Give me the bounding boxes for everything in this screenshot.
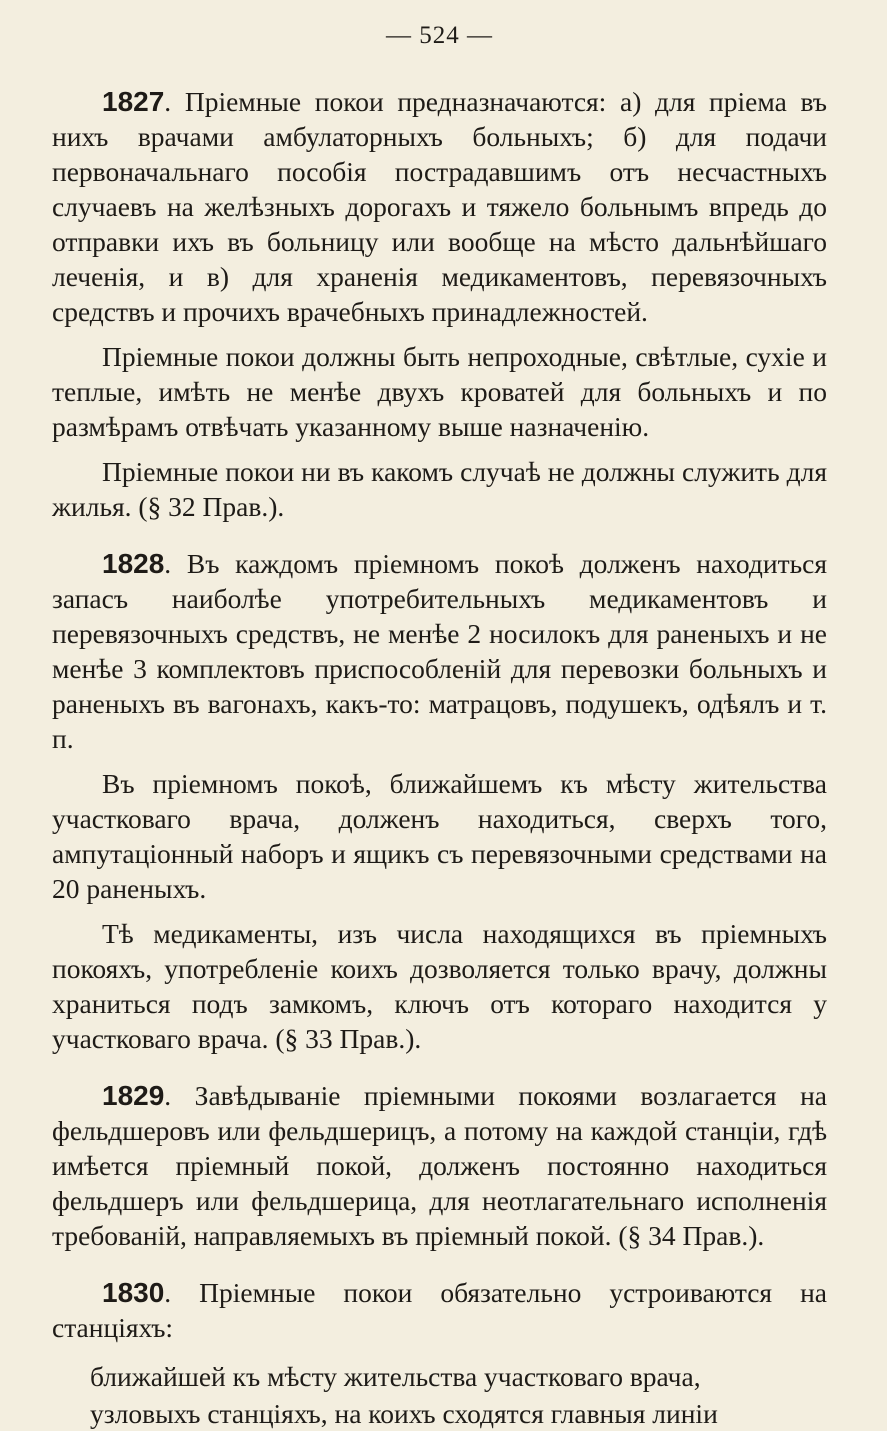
- article-paragraph: Пріемные покои ни въ какомъ случаѣ не должны служить для жилья. (§ 32 Прав.).: [52, 456, 827, 522]
- article-number: 1827: [102, 86, 165, 117]
- station-list: [90, 1359, 827, 1431]
- article-paragraph: 1829. Завѣдываніе пріемными покоями возлагается на фельдшеровъ или фельдшерицъ, а потому на каждой станціи, гдѣ имѣется пріемный покой, долженъ постоянно находиться фельдшеръ или фельдшерица, для неотлагательнаго исполненія требованій, направляемыхъ въ пріемный покой. (§ 34 Прав.).: [52, 1080, 827, 1251]
- article-paragraph: 1830. Пріемные покои обязательно устроиваются на станціяхъ:: [52, 1277, 827, 1343]
- list-item: узловыхъ станціяхъ, на коихъ сходятся главныя линіи: [90, 1398, 718, 1429]
- article-paragraph: Въ пріемномъ покоѣ, ближайшемъ къ мѣсту жительства участковаго врача, долженъ находиться, сверхъ того, ампутаціонный наборъ и ящикъ съ перевязочными средствами на 20 раненыхъ.: [52, 768, 827, 904]
- article-number: 1828: [102, 548, 165, 579]
- article-1828: [52, 546, 827, 1056]
- article-1827: [52, 84, 827, 524]
- article-number: 1829: [102, 1080, 165, 1111]
- list-item: ближайшей къ мѣсту жительства участковаго врача,: [90, 1361, 701, 1392]
- article-paragraph: 1828. Въ каждомъ пріемномъ покоѣ долженъ находиться запасъ наиболѣе употребительныхъ медикаментовъ и перевязочныхъ средствъ, не менѣе 2 носилокъ для раненыхъ и не менѣе 3 комплектовъ приспособленій для перевозки больныхъ и раненыхъ въ вагонахъ, какъ-то: матрацовъ, подушекъ, одѣялъ и т. п.: [52, 548, 827, 754]
- article-paragraph: Тѣ медикаменты, изъ числа находящихся въ пріемныхъ покояхъ, употребленіе коихъ дозволяется только врачу, должны храниться подъ замкомъ, ключъ отъ котораго находится у участковаго врача. (§ 33 Прав.).: [52, 918, 827, 1054]
- article-1830: [52, 1275, 827, 1345]
- article-1829: [52, 1078, 827, 1253]
- article-paragraph: 1827. Пріемные покои предназначаются: а) для пріема въ нихъ врачами амбулаторныхъ больныхъ; б) для подачи первоначальнаго пособія пострадавшимъ отъ несчастныхъ случаевъ на желѣзныхъ дорогахъ и тяжело больнымъ впредь до отправки ихъ въ больницу или вообще на мѣсто дальнѣйшаго леченія, и в) для храненія медикаментовъ, перевязочныхъ средствъ и прочихъ врачебныхъ принадлежностей.: [52, 86, 827, 327]
- article-paragraph: Пріемные покои должны быть непроходные, свѣтлые, сухіе и теплые, имѣть не менѣе двухъ кроватей для больныхъ и по размѣрамъ отвѣчать указанному выше назначенію.: [52, 341, 827, 442]
- page-number: — 524 —: [386, 22, 493, 49]
- article-number: 1830: [102, 1277, 165, 1308]
